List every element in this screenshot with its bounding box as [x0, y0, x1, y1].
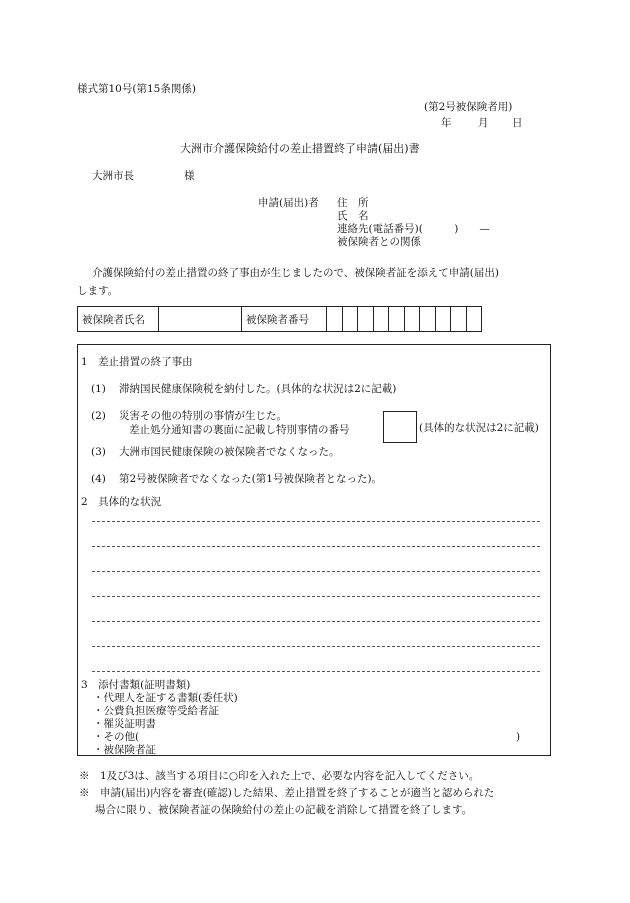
item1-number: (1)	[91, 383, 106, 395]
insured-number-digit[interactable]	[451, 307, 467, 332]
item2-number: (2)	[91, 410, 106, 422]
section3-heading: 3 添付書類(証明書類)	[81, 679, 191, 691]
insured-name-field[interactable]	[159, 307, 242, 332]
insured-name-label: 被保険者氏名	[78, 307, 159, 332]
insured-number-digit[interactable]	[420, 307, 436, 332]
addressee-name: 大洲市長	[92, 170, 134, 182]
form-number: 様式第10号(第15条関係)	[77, 83, 196, 95]
details-box	[77, 344, 551, 756]
item2-text: 災害その他の特別の事情が生じた。	[119, 410, 287, 422]
special-circumstance-number-box[interactable]	[383, 411, 417, 443]
attachment-item: ・公費負担医療等受給者証	[93, 705, 219, 717]
applicant-phone-label: 連絡先(電話番号)( ) —	[337, 223, 490, 235]
insured-number-digit[interactable]	[389, 307, 405, 332]
item4-number: (4)	[91, 473, 106, 485]
insured-number-digit[interactable]	[327, 307, 343, 332]
note-1: ※ 1及び3は、該当する項目に○印を入れた上で、必要な内容を記入してください。	[79, 770, 480, 782]
note-2-line-2: 場合に限り、被保険者証の保険給付の差止の記載を消除して措置を終了します。	[95, 804, 473, 816]
applicant-label: 申請(届出)者	[258, 197, 319, 209]
intro-line-2: します。	[77, 285, 119, 297]
writing-line[interactable]	[92, 646, 540, 647]
writing-line[interactable]	[92, 596, 540, 597]
applicant-relation-label: 被保険者との関係	[337, 236, 421, 248]
applicant-name-label: 氏 名	[337, 210, 369, 222]
section1-heading: 1 差止措置の終了事由	[81, 356, 193, 368]
date-year-label: 年	[441, 117, 452, 129]
writing-line[interactable]	[92, 671, 540, 672]
insured-number-digit[interactable]	[404, 307, 420, 332]
insured-type: (第2号被保険者用)	[424, 101, 513, 113]
item3-number: (3)	[91, 446, 106, 458]
writing-line[interactable]	[92, 571, 540, 572]
item1-text: 滞納国民健康保険税を納付した。(具体的な状況は2に記載)	[119, 383, 397, 395]
intro-line-1: 介護保険給付の差止措置の終了事由が生じましたので、被保険者証を添えて申請(届出)	[92, 267, 499, 279]
writing-line[interactable]	[92, 521, 540, 522]
insured-number-digit[interactable]	[358, 307, 374, 332]
insured-number-digit[interactable]	[466, 307, 482, 332]
date-month-label: 月	[478, 117, 489, 129]
insured-info-table	[77, 306, 482, 332]
applicant-address-label: 住 所	[337, 197, 369, 209]
note-2-line-1: ※ 申請(届出)内容を審査(確認)した結果、差止措置を終了することが適当と認められた	[79, 787, 495, 799]
writing-line[interactable]	[92, 621, 540, 622]
insured-number-digit[interactable]	[373, 307, 389, 332]
attachment-other-close-paren: )	[516, 731, 521, 743]
writing-line[interactable]	[92, 546, 540, 547]
insured-number-digit[interactable]	[435, 307, 451, 332]
date-day-label: 日	[512, 117, 523, 129]
insured-number-digit[interactable]	[342, 307, 358, 332]
item3-text: 大洲市国民健康保険の被保険者でなくなった。	[119, 446, 340, 458]
item2-note: (具体的な状況は2に記載)	[419, 422, 539, 434]
attachment-item: ・代理人を証する書類(委任状)	[93, 692, 238, 704]
addressee-honorific: 様	[184, 170, 195, 182]
attachment-item: ・その他(	[93, 731, 140, 743]
document-title: 大洲市介護保険給付の差止措置終了申請(届出)書	[180, 142, 420, 155]
attachment-item: ・罹災証明書	[93, 718, 156, 730]
attachment-item: ・被保険者証	[93, 744, 156, 756]
insured-number-label: 被保険者番号	[242, 307, 327, 332]
section2-heading: 2 具体的な状況	[81, 496, 162, 508]
item4-text: 第2号被保険者でなくなった(第1号被保険者となった)。	[119, 473, 383, 485]
item2-subtext: 差止処分通知書の裏面に記載し特別事情の番号	[129, 424, 350, 436]
